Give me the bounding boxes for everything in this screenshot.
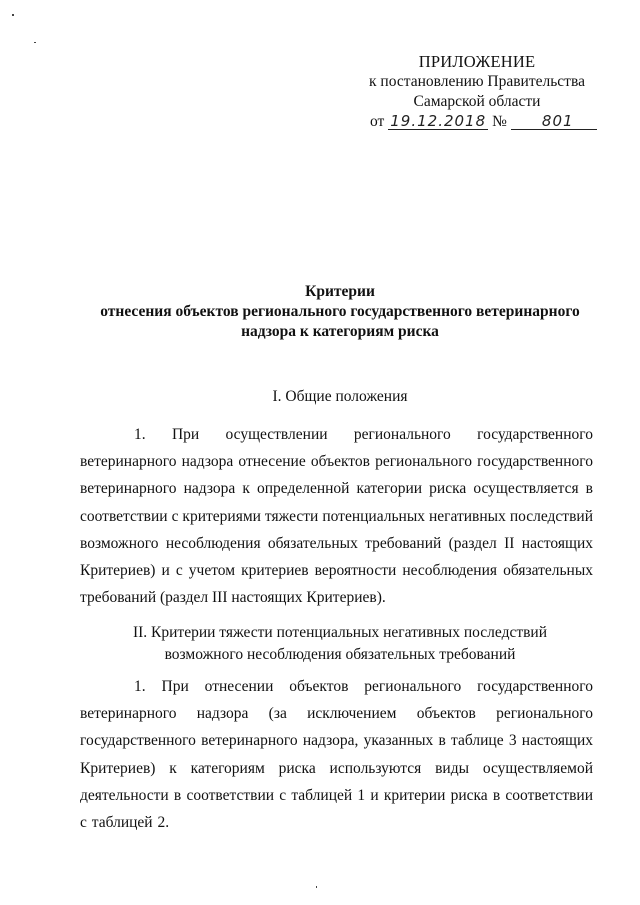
title-line-2: отнесения объектов регионального государственного ветеринарного <box>100 303 580 320</box>
section-2-heading-line-2: возможного несоблюдения обязательных требований <box>164 646 516 663</box>
title-line-3: надзора к категориям риска <box>241 323 439 340</box>
date-prefix: от <box>370 113 385 130</box>
section-1-paragraph-1: 1. При осуществлении регионального государственного ветеринарного надзора отнесение объектов регионального государственного ветеринарного надзора к определенной категории риска осуществляется в соответствии с критериями тяжести потенциальных негативных последствий возможного несоблюдения обязательных требований (раздел II настоящих Критериев) и с учетом критериев вероятности несоблюдения обязательных требований (раздел III настоящих Критериев). <box>80 426 593 607</box>
region-line: Самарской области <box>413 93 541 110</box>
approval-header <box>362 52 592 132</box>
number-label: № <box>492 113 507 130</box>
document-title <box>90 282 590 342</box>
appendix-title: ПРИЛОЖЕНИЕ <box>418 52 536 71</box>
scan-speck <box>34 42 36 43</box>
section-2-heading-line-1: II. Критерии тяжести потенциальных негативных последствий <box>132 624 548 641</box>
section-2-heading <box>80 622 600 666</box>
scan-speck <box>316 886 317 888</box>
scan-speck <box>12 14 14 16</box>
date-number-line <box>362 112 592 132</box>
handwritten-number: 801 <box>511 113 597 130</box>
section-2-paragraph-1: 1. При отнесении объектов регионального государственного ветеринарного надзора (за исключением объектов регионального государственного ветеринарного надзора, указанных в таблице 3 настоящих Критериев) к категориям риска используются виды осуществляемой деятельности в соответствии с таблицей 1 и критерии риска в соответствии с таблицей 2. <box>80 678 593 832</box>
section-1-heading: I. Общие положения <box>272 388 408 405</box>
title-line-1: Критерии <box>305 283 375 300</box>
decree-line: к постановлению Правительства <box>369 73 585 90</box>
handwritten-date: 19.12.2018 <box>388 113 488 130</box>
